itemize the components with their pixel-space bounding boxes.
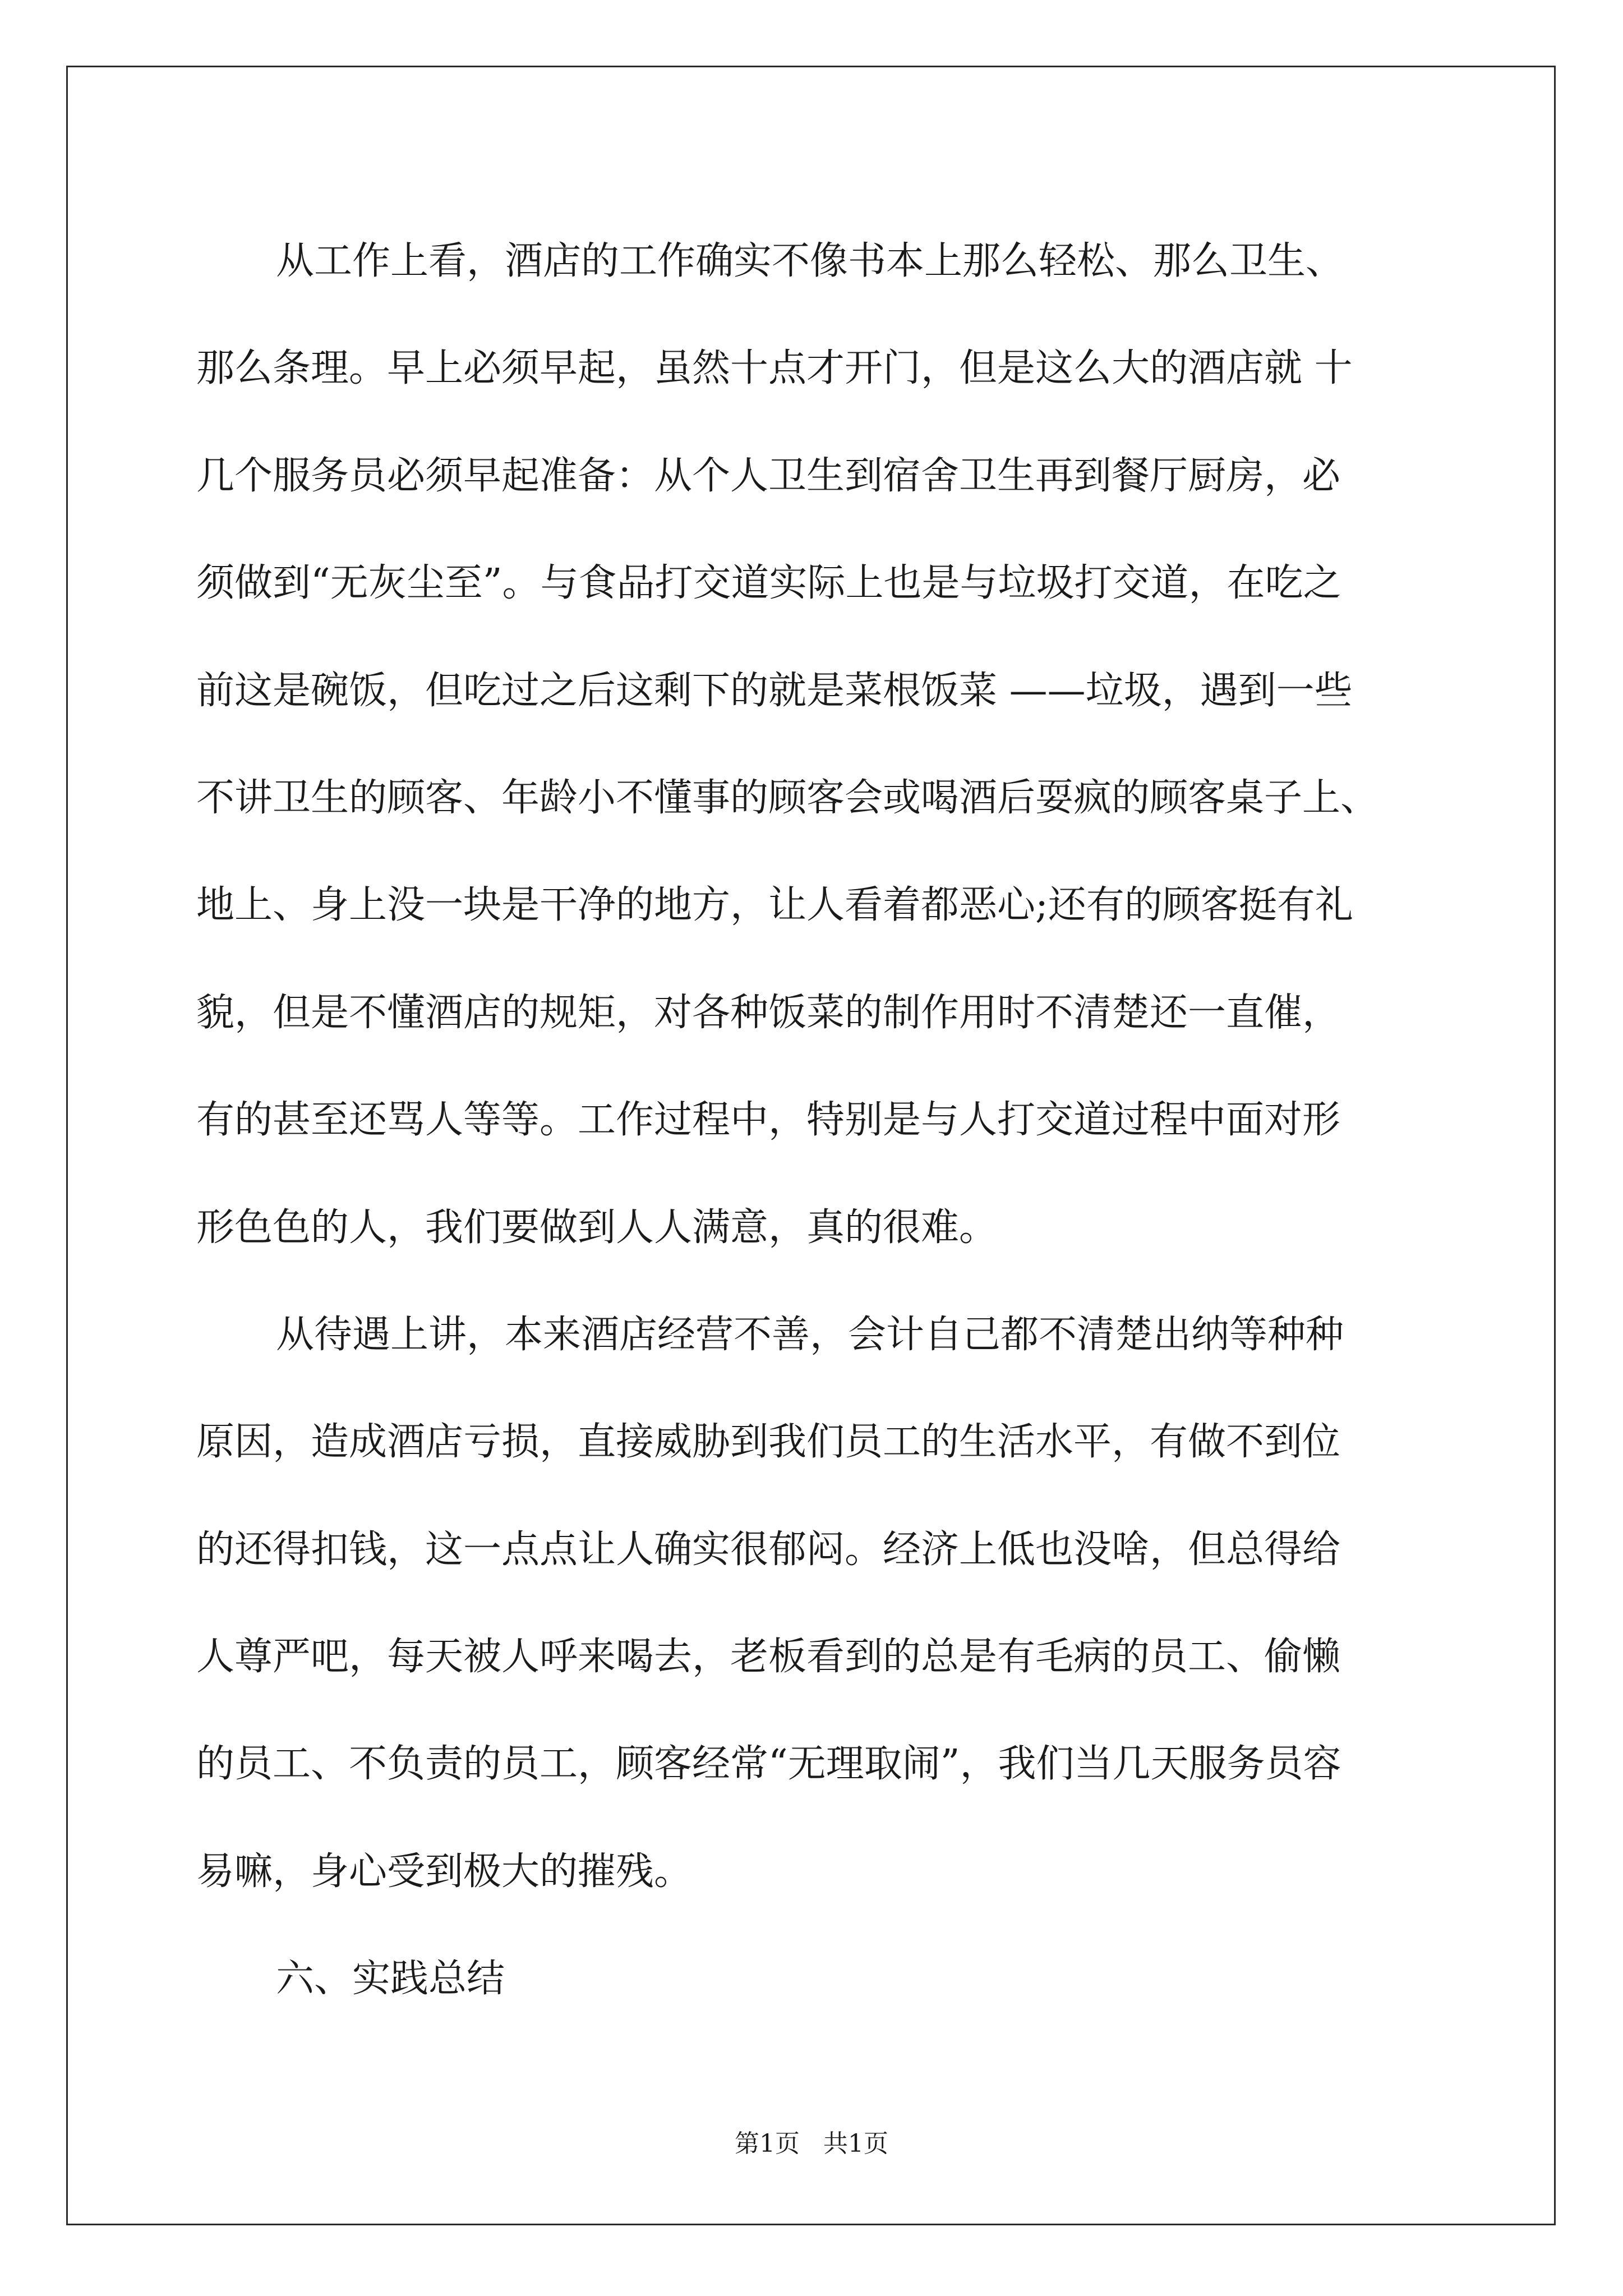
document-body xyxy=(196,208,1441,2033)
paragraph-line: 不讲卫生的顾客、年龄小不懂事的顾客会或喝酒后耍疯的顾客桌子上、 xyxy=(196,775,1379,820)
page-footer: 第1页 共1页 xyxy=(735,2129,888,2158)
paragraph-line: 貌，但是不懂酒店的规矩，对各种饭菜的制作用时不清楚还一直催， xyxy=(196,990,1341,1035)
paragraph-line: 从待遇上讲，本来酒店经营不善，会计自己都不清楚出纳等种种 xyxy=(276,1312,1344,1357)
paragraph-line: 从工作上看，酒店的工作确实不像书本上那么轻松、那么卫生、 xyxy=(276,239,1344,283)
paragraph-line: 地上、身上没一块是干净的地方，让人看着都恶心;还有的顾客挺有礼 xyxy=(196,883,1353,928)
paragraph-line: 形色色的人，我们要做到人人满意，真的很难。 xyxy=(196,1205,998,1250)
paragraph-line: 几个服务员必须早起准备：从个人卫生到宿舍卫生再到餐厅厨房，必 xyxy=(196,453,1341,498)
paragraph-line: 须做到“无灰尘至”。与食品打交道实际上也是与垃圾打交道，在吃之 xyxy=(196,561,1341,606)
paragraph-line: 原因，造成酒店亏损，直接威胁到我们员工的生活水平，有做不到位 xyxy=(196,1420,1341,1465)
paragraph-line: 的还得扣钱，这一点点让人确实很郁闷。经济上低也没啥，但总得给 xyxy=(196,1527,1341,1572)
paragraph-line: 人尊严吧，每天被人呼来喝去，老板看到的总是有毛病的员工、偷懒 xyxy=(196,1635,1341,1680)
paragraph-line: 易嘛，身心受到极大的摧残。 xyxy=(196,1849,693,1894)
paragraph-line: 有的甚至还骂人等等。工作过程中，特别是与人打交道过程中面对形 xyxy=(196,1098,1341,1143)
paragraph-line: 那么条理。早上必须早起，虽然十点才开门，但是这么大的酒店就 十 xyxy=(196,346,1353,391)
paragraph-line: 前这是碗饭，但吃过之后这剩下的就是菜根饭菜 ——垃圾，遇到一些 xyxy=(196,668,1353,713)
section-heading: 六、实践总结 xyxy=(276,1957,505,2001)
paragraph-line: 的员工、不负责的员工，顾客经常“无理取闹”，我们当几天服务员容 xyxy=(196,1742,1341,1787)
